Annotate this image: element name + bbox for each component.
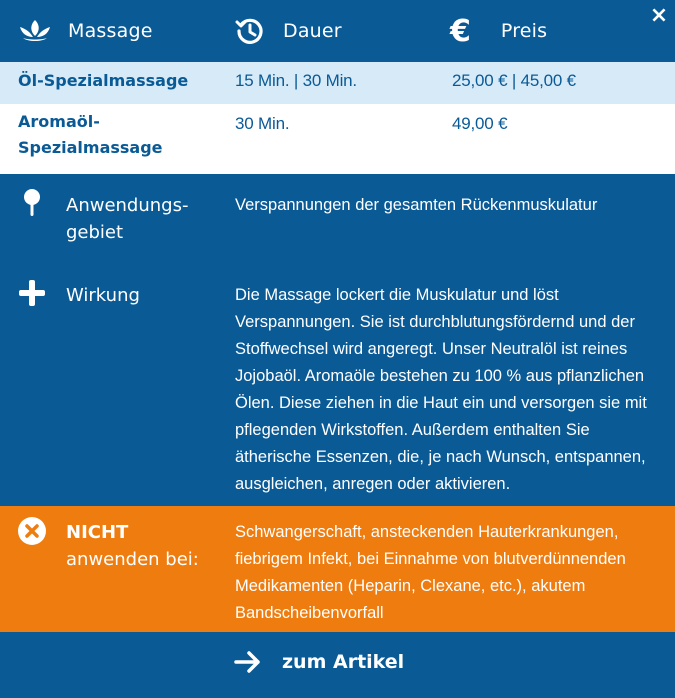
- application-text: Verspannungen der gesamten Rückenmuskulatur: [235, 196, 598, 214]
- effect-text-line: ausgleichen, anregen oder aktivieren.: [235, 475, 511, 493]
- pin-icon: [17, 188, 47, 218]
- application-title-line1: Anwendungs-: [66, 195, 189, 216]
- header-price: [450, 0, 547, 62]
- application-section: [0, 174, 675, 260]
- header-massage: [18, 0, 153, 62]
- row-duration: 30 Min.: [235, 114, 290, 133]
- row-price: 49,00 €: [452, 114, 508, 133]
- contraindication-title-bold: NICHT: [66, 522, 129, 543]
- row-name: Öl-Spezialmassage: [18, 71, 189, 90]
- header-duration: [235, 0, 342, 62]
- effect-text-line: pflegenden Wirkstoffen. Außerdem enthalten Sie: [235, 421, 590, 439]
- close-icon: ×: [649, 3, 669, 28]
- effect-text-line: Stoffwechsel wird angeregt. Unser Neutralöl ist reines: [235, 340, 628, 358]
- row-price: 25,00 € | 45,00 €: [452, 71, 576, 90]
- contraindication-text-line: Schwangerschaft, ansteckenden Hauterkrankungen,: [235, 523, 619, 541]
- article-link[interactable]: [234, 646, 404, 678]
- contraindication-text-line: Bandscheibenvorfall: [235, 604, 384, 622]
- footer: [0, 632, 675, 698]
- effect-text: [235, 282, 667, 498]
- row-name-line1: Aromaöl-: [18, 112, 100, 131]
- header-massage-label: Massage: [68, 20, 153, 42]
- x-circle-icon: [17, 516, 47, 546]
- plus-icon: [17, 278, 47, 308]
- arrow-right-icon: [234, 649, 262, 675]
- euro-icon: €: [450, 13, 471, 49]
- contraindication-text-line: fiebrigem Infekt, bei Einnahme von blutverdünnenden: [235, 550, 626, 568]
- contraindication-section: [0, 506, 675, 632]
- divider: [0, 164, 675, 174]
- contraindication-title-rest: anwenden bei:: [66, 549, 199, 570]
- contraindication-title: [66, 519, 226, 573]
- contraindication-text-line: Medikamenten (Heparin, Clexane, etc.), akutem: [235, 577, 586, 595]
- application-title: [66, 192, 226, 246]
- effect-text-line: ätherische Essenzen, die, je nach Wunsch, entspannen,: [235, 448, 646, 466]
- article-link-label: zum Artikel: [282, 651, 405, 673]
- table-row: [0, 104, 675, 164]
- lotus-icon: [18, 18, 52, 44]
- effect-text-line: Jojobaöl. Aromaöle bestehen zu 100 % aus pflanzlichen: [235, 367, 645, 385]
- contraindication-text: [235, 519, 667, 627]
- row-name: [18, 109, 218, 161]
- effect-text-line: Verspannungen. Sie ist durchblutungsfördernd und der: [235, 313, 635, 331]
- table-header: [0, 0, 675, 62]
- effect-text-line: Ölen. Diese ziehen in die Haut ein und versorgen sie mit: [235, 394, 647, 412]
- header-duration-label: Dauer: [283, 20, 342, 42]
- history-clock-icon: [235, 16, 265, 46]
- effect-title: Wirkung: [66, 285, 140, 306]
- row-duration: 15 Min. | 30 Min.: [235, 71, 357, 90]
- close-button[interactable]: [647, 4, 671, 28]
- table-row: [0, 62, 675, 104]
- row-name-line2: Spezialmassage: [18, 138, 163, 157]
- effect-text-line: Die Massage lockert die Muskulatur und löst: [235, 286, 559, 304]
- effect-section: [0, 260, 675, 506]
- application-title-line2: gebiet: [66, 222, 124, 243]
- header-price-label: Preis: [500, 20, 548, 42]
